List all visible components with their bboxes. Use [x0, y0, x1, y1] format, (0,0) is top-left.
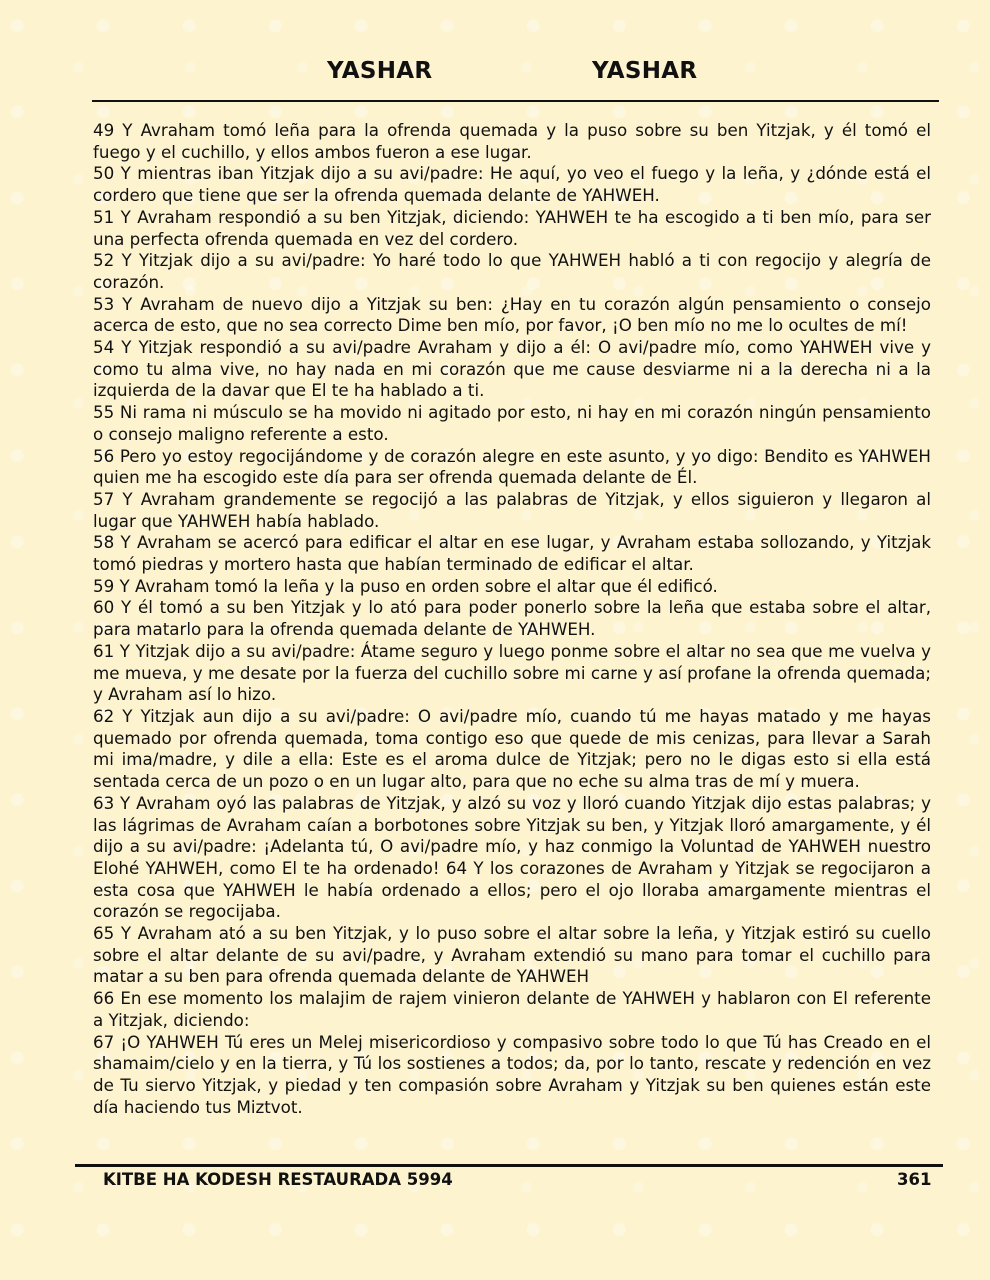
- header-title-left: YASHAR: [327, 58, 433, 84]
- footer-divider: [75, 1164, 943, 1167]
- verse-59: 59 Y Avraham tomó la leña y la puso en orden sobre el altar que él edificó.: [93, 575, 718, 596]
- page-header: [0, 58, 990, 92]
- book-title: KITBE HA KODESH RESTAURADA 5994: [103, 1170, 453, 1189]
- verse-49: 49 Y Avraham tomó leña para la ofrenda quemada y la puso sobre su ben Yitzjak, y él tomó el fuego y el cuchillo, y ellos ambos fueron a ese lugar.: [93, 120, 931, 162]
- verse-51: 51 Y Avraham respondió a su ben Yitzjak, diciendo: YAHWEH te ha escogido a ti ben mío, para ser una perfecta ofrenda quemada en vez del cordero.: [93, 206, 931, 249]
- verse-55: 55 Ni rama ni músculo se ha movido ni agitado por esto, ni hay en mi corazón ningún pensamiento o consejo maligno referente a esto.: [93, 402, 931, 444]
- verse-53: 53 Y Avraham de nuevo dijo a Yitzjak su ben: ¿Hay en tu corazón algún pensamiento o consejo acerca de esto, que no sea correcto Dime ben mío, por favor, ¡O ben mío no me lo ocultes de mí!: [93, 293, 931, 336]
- page-number: 361: [897, 1170, 932, 1189]
- header-divider: [92, 100, 939, 102]
- verse-65: 65 Y Avraham ató a su ben Yitzjak, y lo puso sobre el altar sobre la leña, y Yitzjak estiró su cuello sobre el altar delante de su avi/padre, y Avraham extendió su mano para tomar el cuchillo para matar a su ben para ofrenda quemada delante de YAHWEH: [93, 923, 931, 987]
- verse-67: 67 ¡O YAHWEH Tú eres un Melej misericordioso y compasivo sobre todo lo que Tú has Creado en el shamaim/cielo y en la tierra, y Tú los sostienes a todos; da, por lo tanto, rescate y redención en vez de Tu siervo Yitzjak, y piedad y ten compasión sobre Avraham y Yitzjak su ben quienes están este día haciendo tus Miztvot.: [93, 1031, 931, 1117]
- verse-61: 61 Y Yitzjak dijo a su avi/padre: Átame seguro y luego ponme sobre el altar no sea que me vuelva y me mueva, y me desate por la fuerza del cuchillo sobre mi carne y así profane la ofrenda quemada; y Avraham así lo hizo.: [93, 640, 931, 705]
- verse-56: 56 Pero yo estoy regocijándome y de corazón alegre en este asunto, y yo digo: Bendito es YAHWEH quien me ha escogido este día para ser ofrenda quemada delante de Él.: [93, 445, 931, 488]
- page-body: [93, 120, 931, 1118]
- page-footer: [0, 1170, 990, 1194]
- header-title-right: YASHAR: [592, 58, 698, 84]
- verse-58: 58 Y Avraham se acercó para edificar el altar en ese lugar, y Avraham estaba sollozando, y Yitzjak tomó piedras y mortero hasta que habían terminado de edificar el altar.: [93, 532, 931, 575]
- verse-54: 54 Y Yitzjak respondió a su avi/padre Avraham y dijo a él: O avi/padre mío, como YAHWEH vive y como tu alma vive, no hay nada en mi corazón que me cause desviarme ni a la derecha ni a la izquierda de la davar que El te ha hablado a ti.: [93, 337, 931, 401]
- verse-52: 52 Y Yitzjak dijo a su avi/padre: Yo haré todo lo que YAHWEH habló a ti con regocijo y alegría de corazón.: [93, 250, 931, 292]
- verse-60: 60 Y él tomó a su ben Yitzjak y lo ató para poder ponerlo sobre la leña que estaba sobre el altar, para matarlo para la ofrenda quemada delante de YAHWEH.: [93, 597, 931, 640]
- verse-62: 62 Y Yitzjak aun dijo a su avi/padre: O avi/padre mío, cuando tú me hayas matado y me hayas quemado por ofrenda quemada, toma contigo eso que quede de mis cenizas, para llevar a Sarah mi ima/madre, y dile a ella: Este es el aroma dulce de Yitzjak; pero no le digas esto si ella está sentada cerca de un pozo o en un lugar alto, para que no eche su alma tras de mí y muera.: [93, 705, 931, 792]
- verse-66: 66 En ese momento los malajim de rajem vinieron delante de YAHWEH y hablaron con El referente a Yitzjak, diciendo:: [93, 988, 931, 1030]
- verse-50: 50 Y mientras iban Yitzjak dijo a su avi/padre: He aquí, yo veo el fuego y la leña, y ¿dónde está el cordero que tiene que ser la ofrenda quemada delante de YAHWEH.: [93, 163, 931, 206]
- verse-63-64: 63 Y Avraham oyó las palabras de Yitzjak, y alzó su voz y lloró cuando Yitzjak dijo estas palabras; y las lágrimas de Avraham caían a borbotones sobre Yitzjak su ben, y Yitzjak lloró amargamente, y él dijo a su avi/padre: ¡Adelanta tú, O avi/padre mío, y haz conmigo la Voluntad de YAHWEH nuestro Elohé YAHWEH, como El te ha ordenado! 64 Y los corazones de Avraham y Yitzjak se regocijaron a esta cosa que YAHWEH le había ordenado a ellos; pero el ojo lloraba amargamente mientras el corazón se regocijaba.: [93, 792, 931, 922]
- verse-57: 57 Y Avraham grandemente se regocijó a las palabras de Yitzjak, y ellos siguieron y llegaron al lugar que YAHWEH había hablado.: [93, 488, 931, 531]
